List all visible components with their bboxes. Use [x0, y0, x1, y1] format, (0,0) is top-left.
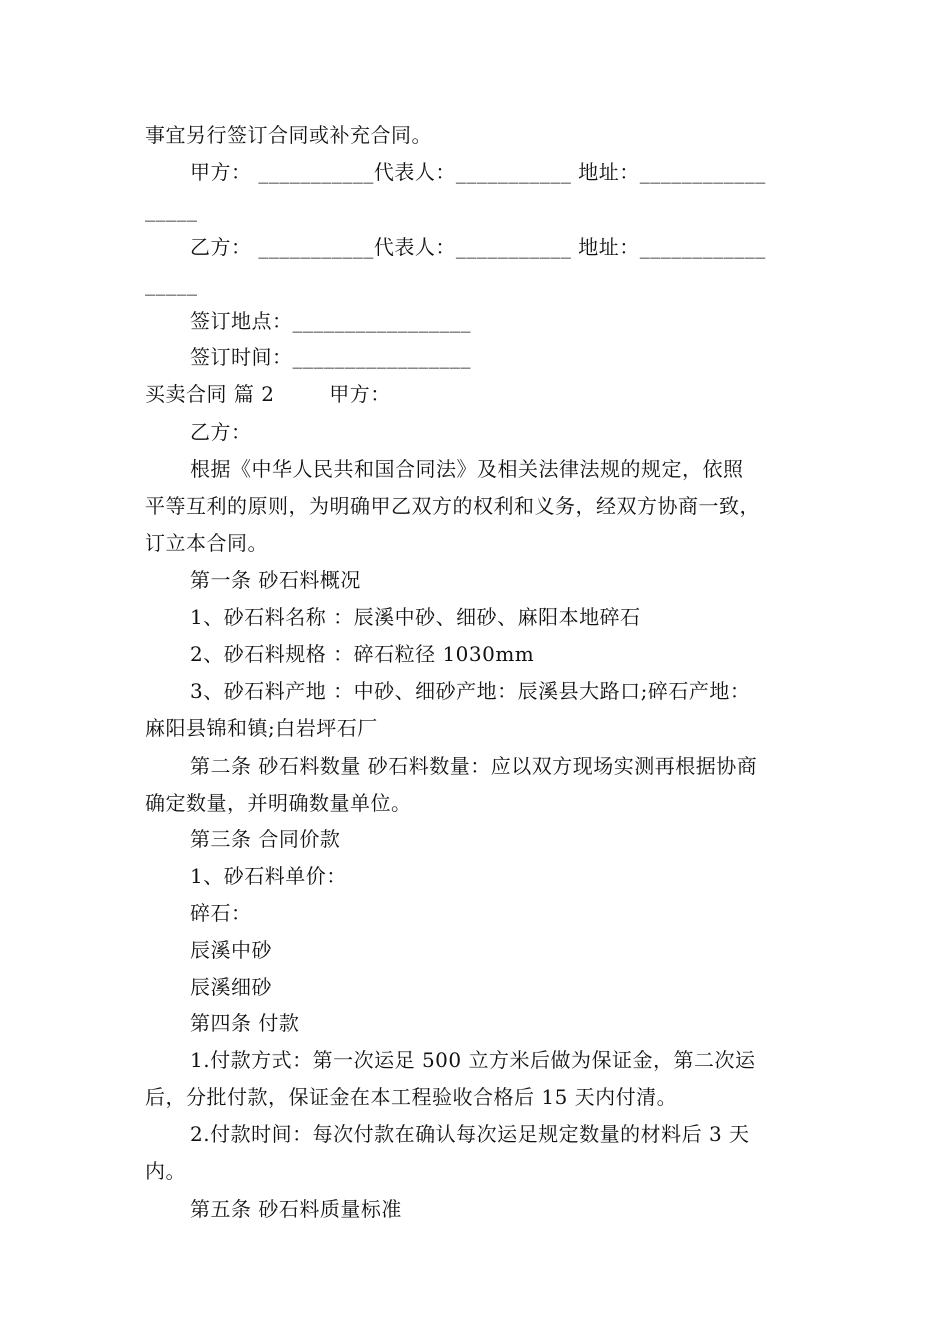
article-heading: 第四条 付款 [190, 1011, 300, 1035]
text-line: _____ [145, 198, 198, 222]
article-heading: 第二条 砂石料数量 砂石料数量：应以双方现场实测再根据协商 [190, 754, 758, 778]
paragraph-line: 1.付款方式：第一次运足 500 立方米后做为保证金，第二次运 [190, 1048, 756, 1072]
party-a-line: 甲方： ___________代表人：___________ 地址：____________ [190, 160, 766, 184]
paragraph-line: 内。 [145, 1159, 186, 1183]
list-item: 辰溪中砂 [190, 938, 272, 962]
list-item: 1、砂石料单价： [190, 864, 347, 888]
article-heading: 第五条 砂石料质量标准 [190, 1197, 402, 1221]
text-line: _____ [145, 272, 198, 296]
article-heading: 第一条 砂石料概况 [190, 568, 361, 592]
signing-place-line: 签订地点：_________________ [190, 309, 471, 333]
text-line: 事宜另行签订合同或补充合同。 [145, 123, 432, 147]
list-item: 碎石： [190, 901, 252, 925]
party-b-label: 乙方： [190, 420, 252, 444]
paragraph-line: 平等互利的原则，为明确甲乙双方的权利和义务，经双方协商一致， [145, 494, 760, 518]
party-b-line: 乙方： ___________代表人：___________ 地址：____________ [190, 235, 766, 259]
paragraph-line: 后，分批付款，保证金在本工程验收合格后 15 天内付清。 [145, 1085, 678, 1109]
paragraph-line: 根据《中华人民共和国合同法》及相关法律法规的规定，依照 [190, 457, 744, 481]
paragraph-line: 订立本合同。 [145, 531, 268, 555]
paragraph-line: 2.付款时间：每次付款在确认每次运足规定数量的材料后 3 天 [190, 1122, 750, 1146]
contract-heading: 买卖合同 篇 2 甲方： [145, 382, 391, 406]
paragraph-line: 确定数量，并明确数量单位。 [145, 791, 412, 815]
list-item: 1、砂石料名称 ：辰溪中砂、细砂、麻阳本地碎石 [190, 605, 641, 629]
list-item: 辰溪细砂 [190, 975, 272, 999]
list-item: 麻阳县锦和镇;白岩坪石厂 [145, 716, 378, 740]
list-item: 3、砂石料产地 ：中砂、细砂产地：辰溪县大路口;碎石产地： [190, 679, 751, 703]
article-heading: 第三条 合同价款 [190, 827, 341, 851]
signing-time-line: 签订时间：_________________ [190, 345, 471, 369]
list-item: 2、砂石料规格 ：碎石粒径 1030mm [190, 642, 535, 666]
